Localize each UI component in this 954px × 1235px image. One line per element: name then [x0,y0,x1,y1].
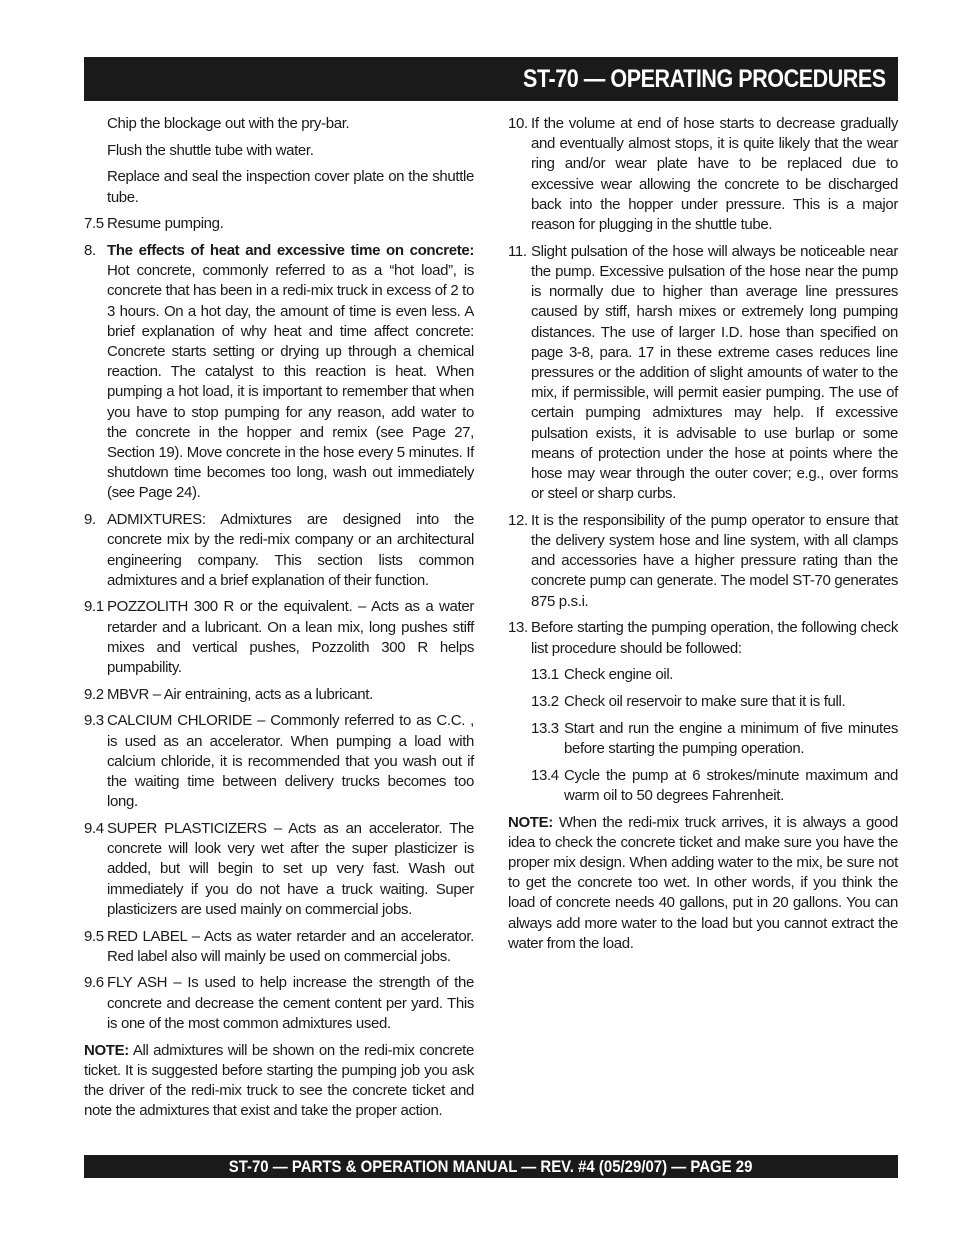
item-text: If the volume at end of hose starts to decrease gradually and eventually almost stops, it is quite likely that the wear ring and/or wear plate have to be replaced due to excessive wear allowing the concrete to be discharged back into the hopper under pressure. This is a major reason for plugging in the shuttle tube. [531,115,898,234]
sub-list-item [508,692,898,712]
item-text: ADMIXTURES: Admixtures are designed into the concrete mix by the redi-mix company or an architectural engineering company. This section lists common admixtures and a brief explanation of their function. [107,511,474,589]
item-heading: The effects of heat and excessive time on concrete: [107,242,474,260]
item-number: 7.5 [84,215,104,233]
item-text: Check oil reservoir to make sure that it is full. [564,692,846,710]
sub-list-item [508,766,898,806]
step-text: Replace and seal the inspection cover plate on the shuttle tube. [107,168,474,206]
item-number: 13.4 [531,766,559,784]
list-item [84,241,474,504]
item-number: 9.2 [84,685,104,703]
item-text: CALCIUM CHLORIDE – Commonly referred to as C.C. , is used as an accelerator. When pumping a load with calcium chloride, it is recommended that you wash out if the waiting time between delivery trucks becomes too long. [107,712,474,811]
item-number: 9.4 [84,820,104,837]
item-text: SUPER PLASTICIZERS – Acts as an accelerator. The concrete will look very wet after the super plasticizer is added, but will begin to set up very fast. Wash out immediately if you do not have a truck waiting. Super plasticizers are used mainly on commercial jobs. [107,820,474,918]
item-text: Start and run the engine a minimum of five minutes before starting the pumping operation. [564,719,898,757]
page-title: ST-70 — OPERATING PROCEDURES [523,64,886,93]
list-item [508,618,898,658]
list-item [84,973,474,1034]
list-item [84,510,474,591]
item-text: FLY ASH – Is used to help increase the strength of the concrete and decrease the cement content per yard. This is one of the most common admixtures used. [107,974,474,1032]
sub-list-item [508,719,898,759]
list-item [508,242,898,505]
item-number: 10. [508,115,528,132]
item-number: 11. [508,242,527,260]
item-number: 13.3 [531,719,559,737]
left-column [84,114,474,1128]
list-item [84,711,474,812]
item-number: 12. [508,511,528,529]
item-text: POZZOLITH 300 R or the equivalent. – Acts as a water retarder and a lubricant. On a lean mix, long pushes stiff mixes and vertical pushes, Pozzolith 300 R helps pumpability. [107,598,474,677]
list-item [84,819,474,920]
item-text: Before starting the pumping operation, the following check list procedure should be followed: [531,619,898,657]
note-paragraph [508,813,898,954]
item-number: 9.1 [84,598,104,616]
item-number: 8. [84,242,96,260]
right-column [508,114,898,960]
item-text: MBVR – Air entraining, acts as a lubricant. [107,685,373,703]
sub-list-item [508,665,898,685]
item-text: It is the responsibility of the pump operator to ensure that the delivery system hose and line system, with all clamps and accessories have a higher pressure rating than the concrete pump can generate. The model ST-70 generates 875 p.s.i. [531,511,898,610]
note-text: All admixtures will be shown on the redi-mix concrete ticket. It is suggested before starting the pumping job you ask the driver of the redi-mix truck to see the concrete ticket and note the admixtures that exist and take the proper action. [84,1041,474,1120]
item-number: 13.1 [531,666,559,684]
step-text: Chip the blockage out with the pry-bar. [107,115,350,132]
note-paragraph [84,1041,474,1122]
note-text: When the redi-mix truck arrives, it is always a good idea to check the concrete ticket and make sure you have the proper mix design. When adding water to the mix, be sure not to get the concrete too wet. In other words, if you think the load of concrete needs 40 gallons, put in 20 gallons. You can always add more water to the load but you cannot extract the water from the load. [508,813,898,952]
list-item [508,511,898,612]
list-item [84,685,474,705]
note-label: NOTE: [84,1041,129,1059]
item-number: 9.3 [84,712,104,730]
item-number: 9.5 [84,927,104,945]
footer-text: ST-70 — PARTS & OPERATION MANUAL — REV. #4 (05/29/07) — PAGE 29 [229,1156,753,1176]
note-label: NOTE: [508,813,553,831]
item-text: Resume pumping. [107,215,224,233]
page-header-bar [84,57,898,101]
item-text: Cycle the pump at 6 strokes/minute maximum and warm oil to 50 degrees Fahrenheit. [564,766,898,804]
item-body: Hot concrete, commonly referred to as a “hot load”, is concrete that has been in a redi-mix truck in excess of 2 to 3 hours. On a hot day, the amount of time is even less. A brief explanation of why heat and time affect concrete: Concrete starts setting or drying up through a chemical reaction. The catalyst to this reaction is heat. When pumping a hot load, it is important to remember that when you have to stop pumping for any reason, add water to the concrete in the hopper and remix (see Page 27, Section 19). Move concrete in the hose every 5 minutes. If shutdown time becomes too long, wash out immediately (see Page 24). [107,262,474,502]
item-number: 13. [508,619,528,637]
list-item [84,597,474,678]
list-item [84,927,474,967]
item-number: 9.6 [84,974,104,992]
list-item [84,214,474,234]
item-text [107,241,474,504]
item-number: 13.2 [531,692,559,710]
item-number: 9. [84,511,96,529]
item-text: RED LABEL – Acts as water retarder and an accelerator. Red label also will mainly be used on commercial jobs. [107,927,474,965]
item-text: Check engine oil. [564,666,674,684]
step-text: Flush the shuttle tube with water. [107,141,314,159]
page-footer-bar [84,1155,898,1178]
item-text: Slight pulsation of the hose will always be noticeable near the pump. Excessive pulsation of the hose near the pump is normally due to higher than average line pressures caused by stiff, harsh mixes or extremely long pumping distances. The use of larger I.D. hose than specified on page 3-8, para. 17 in these extreme cases reduces line pressures or the addition of slight amounts of water to the mix, if permissible, will permit easier pumping. The use of certain pumping admixtures may help. If excessive pulsation exists, it is advisable to use burlap or some means of protection under the hose at points where the hose may wear through the outer cover; e.g., over forms or steel or sharp curbs. [531,242,898,503]
list-item [508,114,898,235]
